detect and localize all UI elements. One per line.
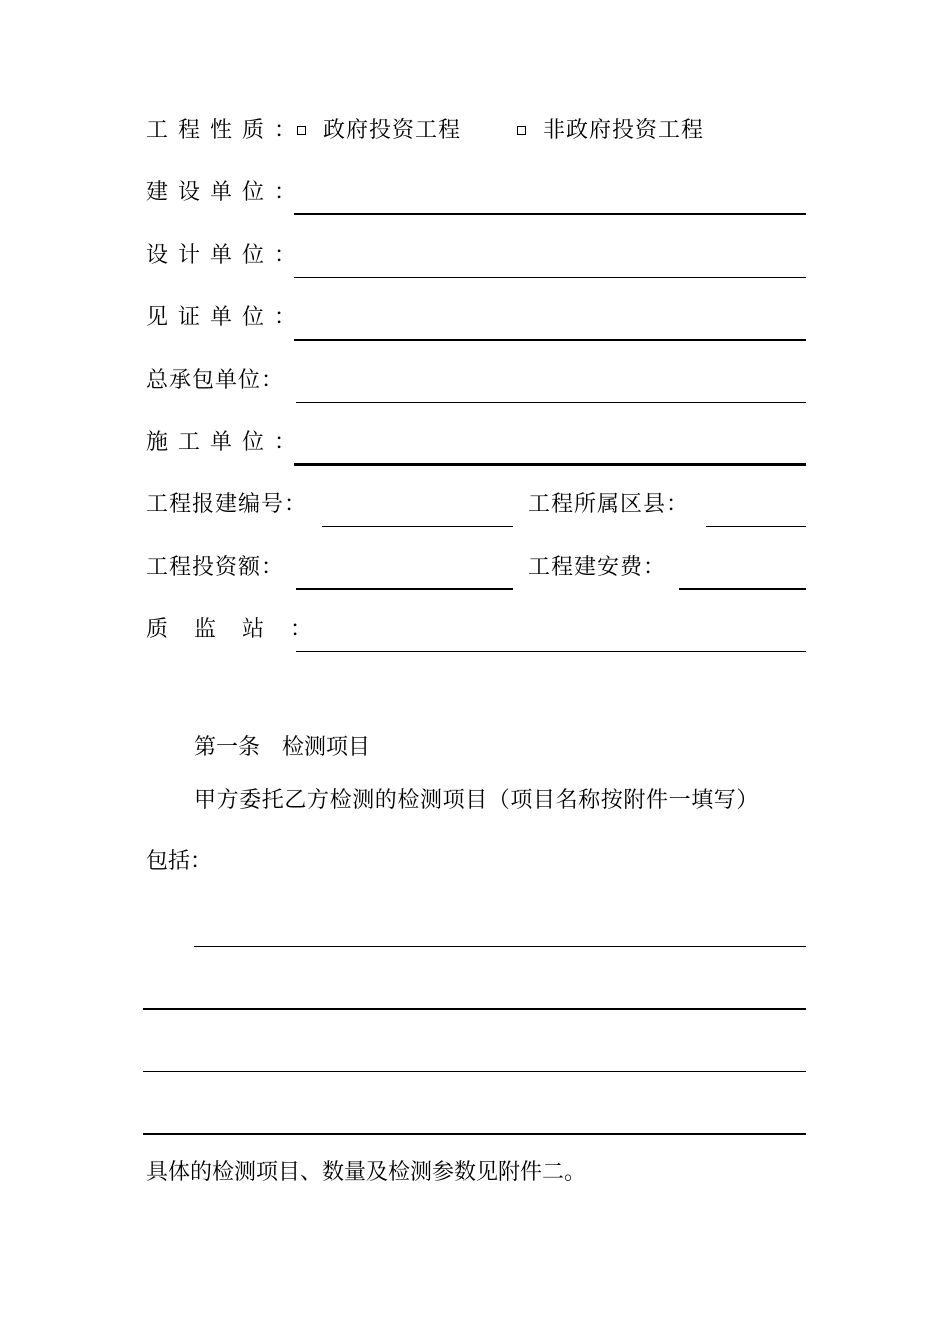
general-contractor-field[interactable] [296,402,806,403]
designer-field[interactable] [294,277,806,278]
install-cost-field[interactable] [679,588,806,590]
district-field[interactable] [706,526,806,527]
witness-field[interactable] [294,339,806,341]
test-items-line-3[interactable] [143,1071,806,1072]
district-label: 工程所属区县： [528,492,690,517]
test-items-line-4[interactable] [143,1133,806,1135]
test-items-line-1[interactable] [194,946,806,947]
investment-field[interactable] [296,588,513,590]
gov-investment-label: 政府投资工程 [323,118,462,143]
builder-label: 建设单位： [146,180,307,205]
project-no-label: 工程报建编号： [146,492,308,517]
designer-label: 设计单位： [146,243,307,268]
supervision-field[interactable] [296,651,806,652]
nongov-investment-label: 非政府投资工程 [543,118,705,143]
test-items-line-2[interactable] [143,1008,806,1010]
constructor-label: 施工单位： [146,430,307,455]
constructor-field[interactable] [294,463,806,466]
investment-label: 工程投资额： [146,555,285,580]
builder-field[interactable] [294,213,806,215]
article1-heading: 第一条 检测项目 [194,735,371,760]
witness-label: 见证单位： [146,305,307,330]
project-no-field[interactable] [322,526,513,527]
install-cost-label: 工程建安费： [528,555,667,580]
general-contractor-label: 总承包单位： [146,368,285,393]
article1-paragraph-line2: 包括： [146,849,213,874]
article1-footer-note: 具体的检测项目、数量及检测参数见附件二。 [146,1160,587,1185]
nature-label: 工程性质： [146,118,307,143]
article1-paragraph-line1: 甲方委托乙方检测的检测项目（项目名称按附件一填写） [194,788,760,813]
gov-investment-checkbox[interactable] [297,126,306,135]
nongov-investment-checkbox[interactable] [517,126,526,135]
supervision-label: 质监站： [146,617,339,642]
